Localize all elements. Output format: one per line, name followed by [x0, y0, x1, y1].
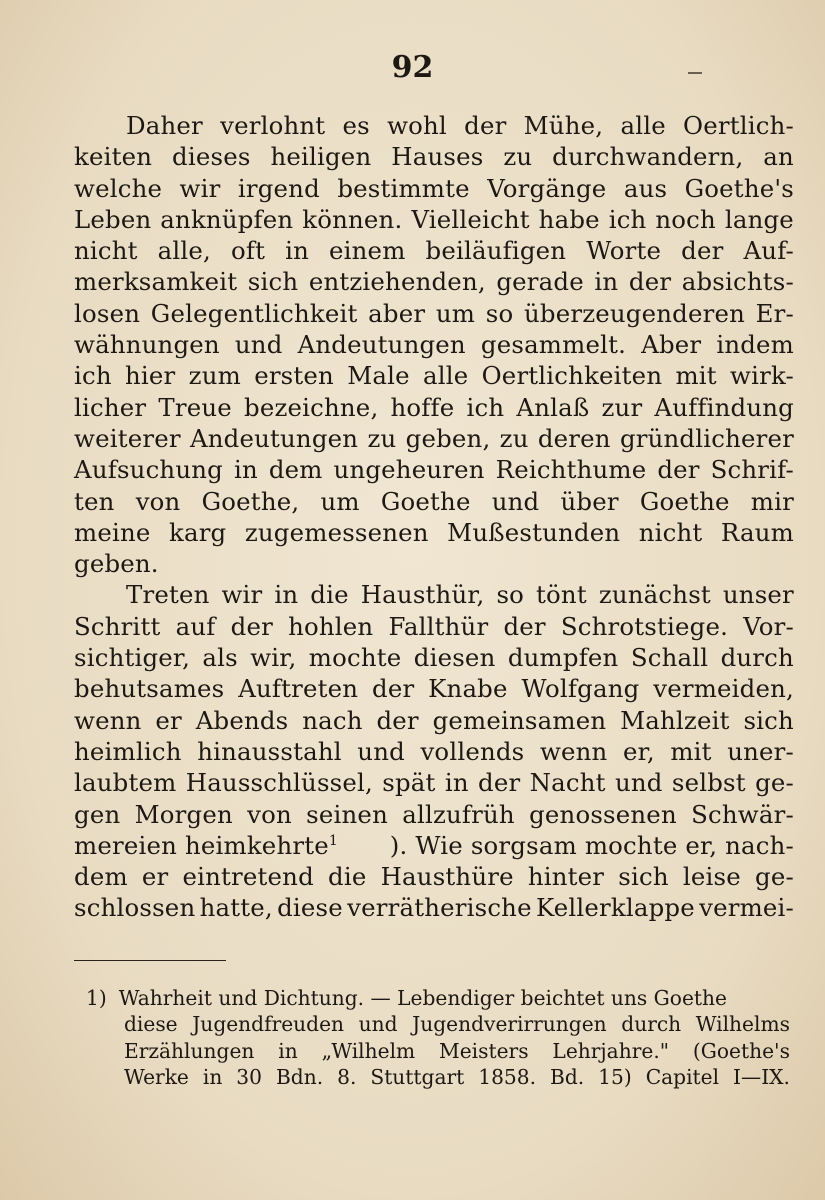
text-line: dem er eintretend die Hausthüre hinter sich leise ge- — [74, 862, 794, 892]
footnote-line: diese Jugendfreuden und Jugendverirrungen durch Wilhelms — [124, 1012, 790, 1037]
text-line: welche wir irgend bestimmte Vorgänge aus Goethe's — [74, 173, 794, 203]
footnote-text-segment: Wahrheit und Dichtung. — Lebendiger beichtet uns Goethe — [118, 986, 727, 1010]
page-number: 92 — [391, 50, 434, 85]
text-segment: mereien heimkehrte — [74, 830, 329, 860]
body-text — [74, 110, 794, 924]
text-line: weiterer Andeutungen zu geben, zu deren gründlicherer — [74, 423, 794, 453]
text-line — [74, 830, 794, 861]
footnote-text — [119, 985, 790, 1011]
footnote-marker: 1) — [86, 986, 107, 1010]
footnote-reference[interactable]: 1 — [328, 832, 338, 849]
text-segment: ). Wie sorgsam mochte er, nach- — [389, 830, 794, 860]
text-line: losen Gelegentlichkeit aber um so überzeugenderen Er- — [74, 298, 794, 328]
text-line: Treten wir in die Hausthür, so tönt zunächst unser — [126, 580, 794, 610]
text-line: wenn er Abends nach der gemeinsamen Mahlzeit sich — [74, 705, 794, 735]
footnote-line: Werke in 30 Bdn. 8. Stuttgart 1858. Bd. 15) Capitel I—IX. — [124, 1064, 790, 1089]
footnote-divider — [74, 960, 226, 961]
text-line: merksamkeit sich entziehenden, gerade in der absichts- — [74, 267, 794, 297]
text-line: Daher verlohnt es wohl der Mühe, alle Oertlich- — [126, 111, 794, 140]
text-line: heimlich hinausstahl und vollends wenn er, mit uner- — [74, 736, 794, 766]
text-line: geben. — [74, 549, 159, 579]
text-line: licher Treue bezeichne, hoffe ich Anlaß zur Auffindung — [74, 392, 794, 422]
header-mark — [688, 72, 702, 74]
text-line: wähnungen und Andeutungen gesammelt. Aber indem — [74, 330, 794, 360]
text-line: sichtiger, als wir, mochte diesen dumpfen Schall durch — [74, 643, 794, 673]
text-line: ten von Goethe, um Goethe und über Goethe mir — [74, 486, 794, 516]
footnote-line — [86, 985, 790, 1011]
footnote — [86, 985, 790, 1090]
text-line: behutsames Auftreten der Knabe Wolfgang vermeiden, — [74, 674, 794, 704]
text-line: schlossen hatte, diese verrätherische Kellerklappe vermei- — [74, 893, 794, 923]
text-line: Schritt auf der hohlen Fallthür der Schrotstiege. Vor- — [74, 611, 794, 641]
text-line: meine karg zugemessenen Mußestunden nicht Raum — [74, 517, 794, 547]
text-line: gen Morgen von seinen allzufrüh genossenen Schwär- — [74, 799, 794, 829]
text-line: Leben anknüpfen können. Vielleicht habe ich noch lange — [74, 204, 794, 234]
footnote-line: Erzählungen in „Wilhelm Meisters Lehrjahre." (Goethe's — [124, 1038, 790, 1063]
text-line: ich hier zum ersten Male alle Oertlichkeiten mit wirk- — [74, 361, 794, 391]
text-line: keiten dieses heiligen Hauses zu durchwandern, an — [74, 142, 794, 172]
text-line: laubtem Hausschlüssel, spät in der Nacht und selbst ge- — [74, 768, 794, 798]
text-line: nicht alle, oft in einem beiläufigen Worte der Auf- — [74, 236, 794, 266]
text-line: Aufsuchung in dem ungeheuren Reichthume der Schrif- — [74, 455, 794, 485]
